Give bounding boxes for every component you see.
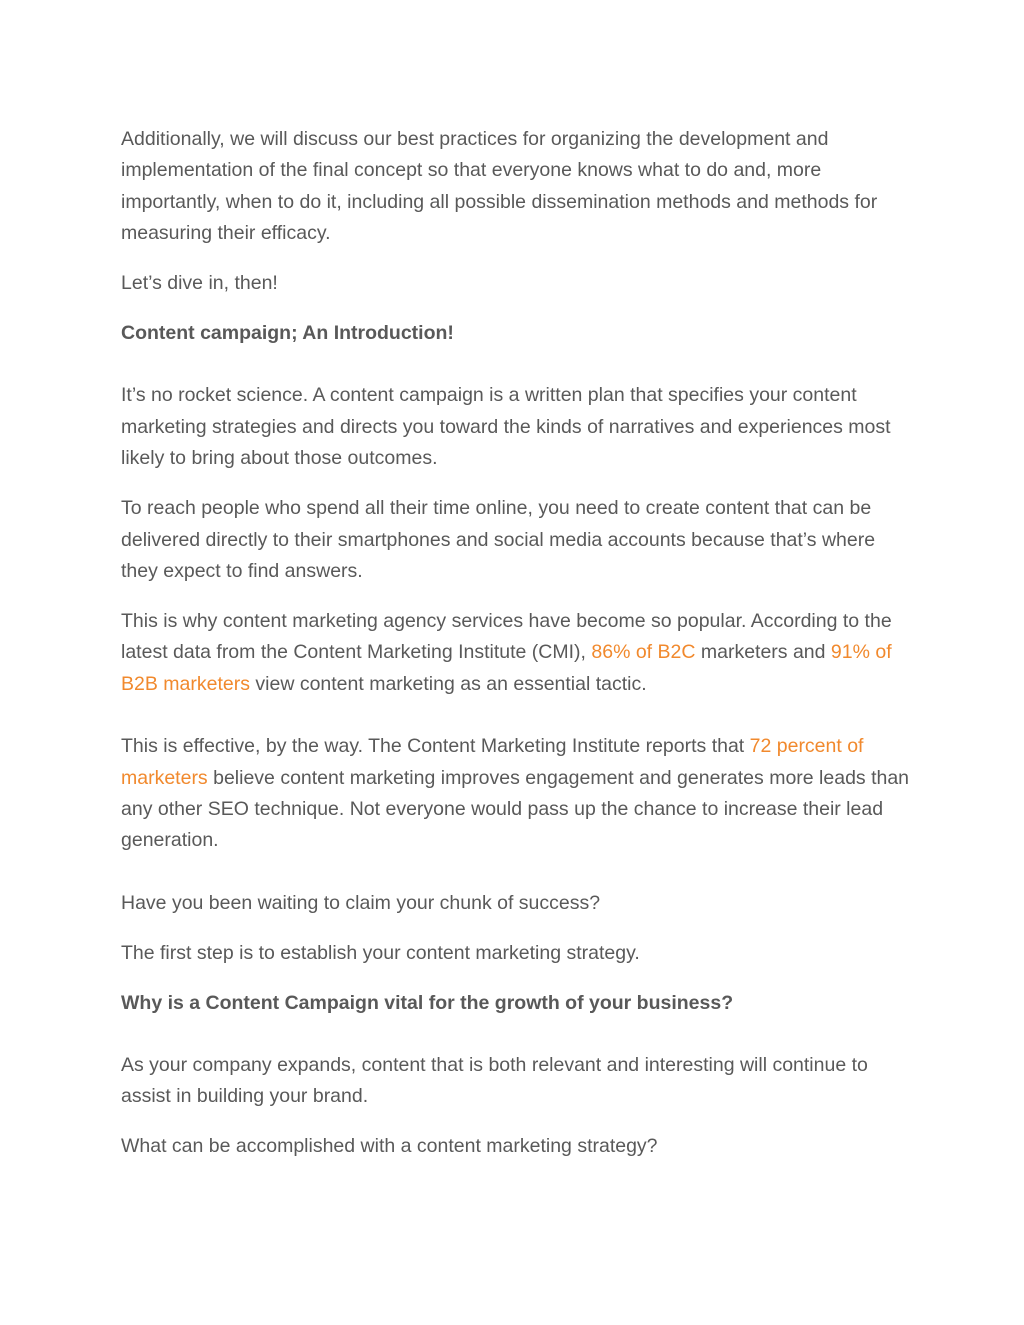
heading-why-vital: Why is a Content Campaign vital for the growth of your business? [121,991,734,1014]
paragraph-waiting: Have you been waiting to claim your chunk of success? [121,891,601,914]
paragraph-rocket-science: It’s no rocket science. A content campaign is a written plan that specifies your content marketing strategies and directs you toward the kinds of narratives and experiences most likely to bring about those outcomes. [121,384,891,470]
heading-introduction: Content campaign; An Introduction! [121,322,454,345]
paragraph-reach-people: To reach people who spend all their time online, you need to create content that can be delivered directly to their smartphones and social media accounts because that’s where they expect to find answers. [121,497,876,582]
popularity-text-3: view content marketing as an essential tactic. [249,672,647,695]
link-86-percent-b2c[interactable]: 86% of B2C [591,641,696,664]
effective-text-2: believe content marketing improves engagement and generates more leads than any other SEO technique. Not everyone would pass up the chance to increase their lead generation. [121,766,910,852]
intro-paragraph: Additionally, we will discuss our best practices for organizing the development and implementation of the final concept so that everyone knows what to do and, more importantly, when to do it, including all possible dissemination methods and methods for measuring their efficacy. [121,128,878,245]
popularity-text-1: This is why content marketing agency services have become so popular. According to the latest data from the Content Marketing Institute (CMI), [121,609,892,664]
paragraph-effective [121,731,911,857]
link-91-percent-b2b[interactable]: 91% of B2B marketers [121,641,892,695]
paragraph-first-step: The first step is to establish your content marketing strategy. [121,941,640,964]
effective-text-1: This is effective, by the way. The Content Marketing Institute reports that [121,735,750,758]
link-72-percent-marketers[interactable]: 72 percent of marketers [121,735,864,789]
paragraph-popularity [121,606,911,700]
paragraph-company-expands: As your company expands, content that is both relevant and interesting will continue to assist in building your brand. [121,1053,868,1108]
dive-in-text: Let’s dive in, then! [121,272,278,295]
paragraph-what-can: What can be accomplished with a content marketing strategy? [121,1135,658,1158]
popularity-text-2: marketers and [695,641,831,664]
document-body [121,124,911,1181]
